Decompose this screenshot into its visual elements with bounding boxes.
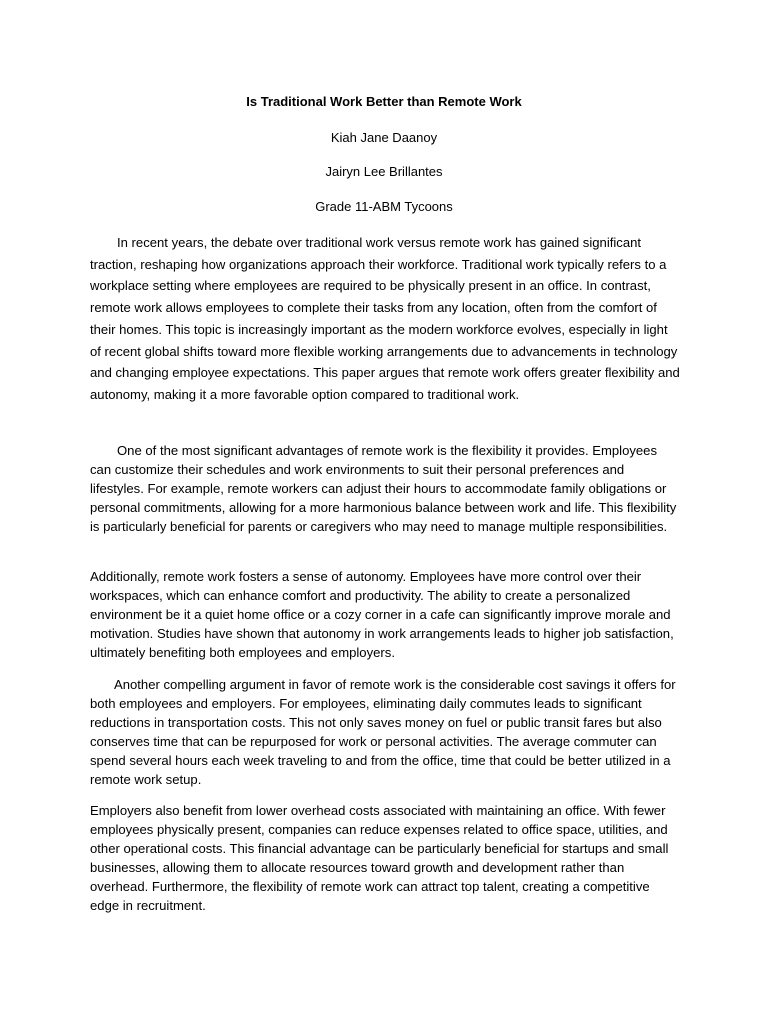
body-paragraph: Another compelling argument in favor of remote work is the considerable cost savings it offers for both employees and employers. For employees, eliminating daily commutes leads to significant reductions in transportation costs. This not only saves money on fuel or public transit fares but also conserves time that can be repurposed for work or personal activities. The average commuter can spend several hours each week traveling to and from the office, time that could be better utilized in a remote work setup.	[90, 677, 676, 788]
body-paragraph: Employers also benefit from lower overhead costs associated with maintaining an office. With fewer employees physically present, companies can reduce expenses related to office space, utilities, and other operational costs. This financial advantage can be particularly beneficial for startups and small businesses, allowing them to allocate resources toward growth and development rather than overhead. Furthermore, the flexibility of remote work can attract top talent, creating a competitive edge in recruitment.	[90, 803, 669, 914]
grade-section: Grade 11-ABM Tycoons	[315, 199, 453, 214]
body-paragraph: One of the most significant advantages of remote work is the flexibility it provides. Employees can customize their schedules and work environments to suit their personal preferences and lifestyles. For example, remote workers can adjust their hours to accommodate family obligations or personal commitments, allowing for a more harmonious balance between work and life. This flexibility is particularly beneficial for parents or caregivers who may need to manage multiple responsibilities.	[90, 443, 677, 535]
body-paragraph: In recent years, the debate over traditional work versus remote work has gained significant traction, reshaping how organizations approach their workforce. Traditional work typically refers to a workplace setting where employees are required to be physically present in an office. In contrast, remote work allows employees to complete their tasks from any location, often from the comfort of their homes. This topic is increasingly important as the modern workforce evolves, especially in light of recent global shifts toward more flexible working arrangements due to advancements in technology and changing employee expectations. This paper argues that remote work offers greater flexibility and autonomy, making it a more favorable option compared to traditional work.	[90, 235, 680, 402]
document-title: Is Traditional Work Better than Remote Work	[246, 94, 522, 109]
author-name: Jairyn Lee Brillantes	[325, 164, 443, 179]
author-name: Kiah Jane Daanoy	[330, 130, 438, 145]
body-paragraph: Additionally, remote work fosters a sense of autonomy. Employees have more control over their workspaces, which can enhance comfort and productivity. The ability to create a personalized environment be it a quiet home office or a cozy corner in a cafe can significantly improve morale and motivation. Studies have shown that autonomy in work arrangements leads to higher job satisfaction, ultimately benefiting both employees and employers.	[90, 569, 674, 661]
